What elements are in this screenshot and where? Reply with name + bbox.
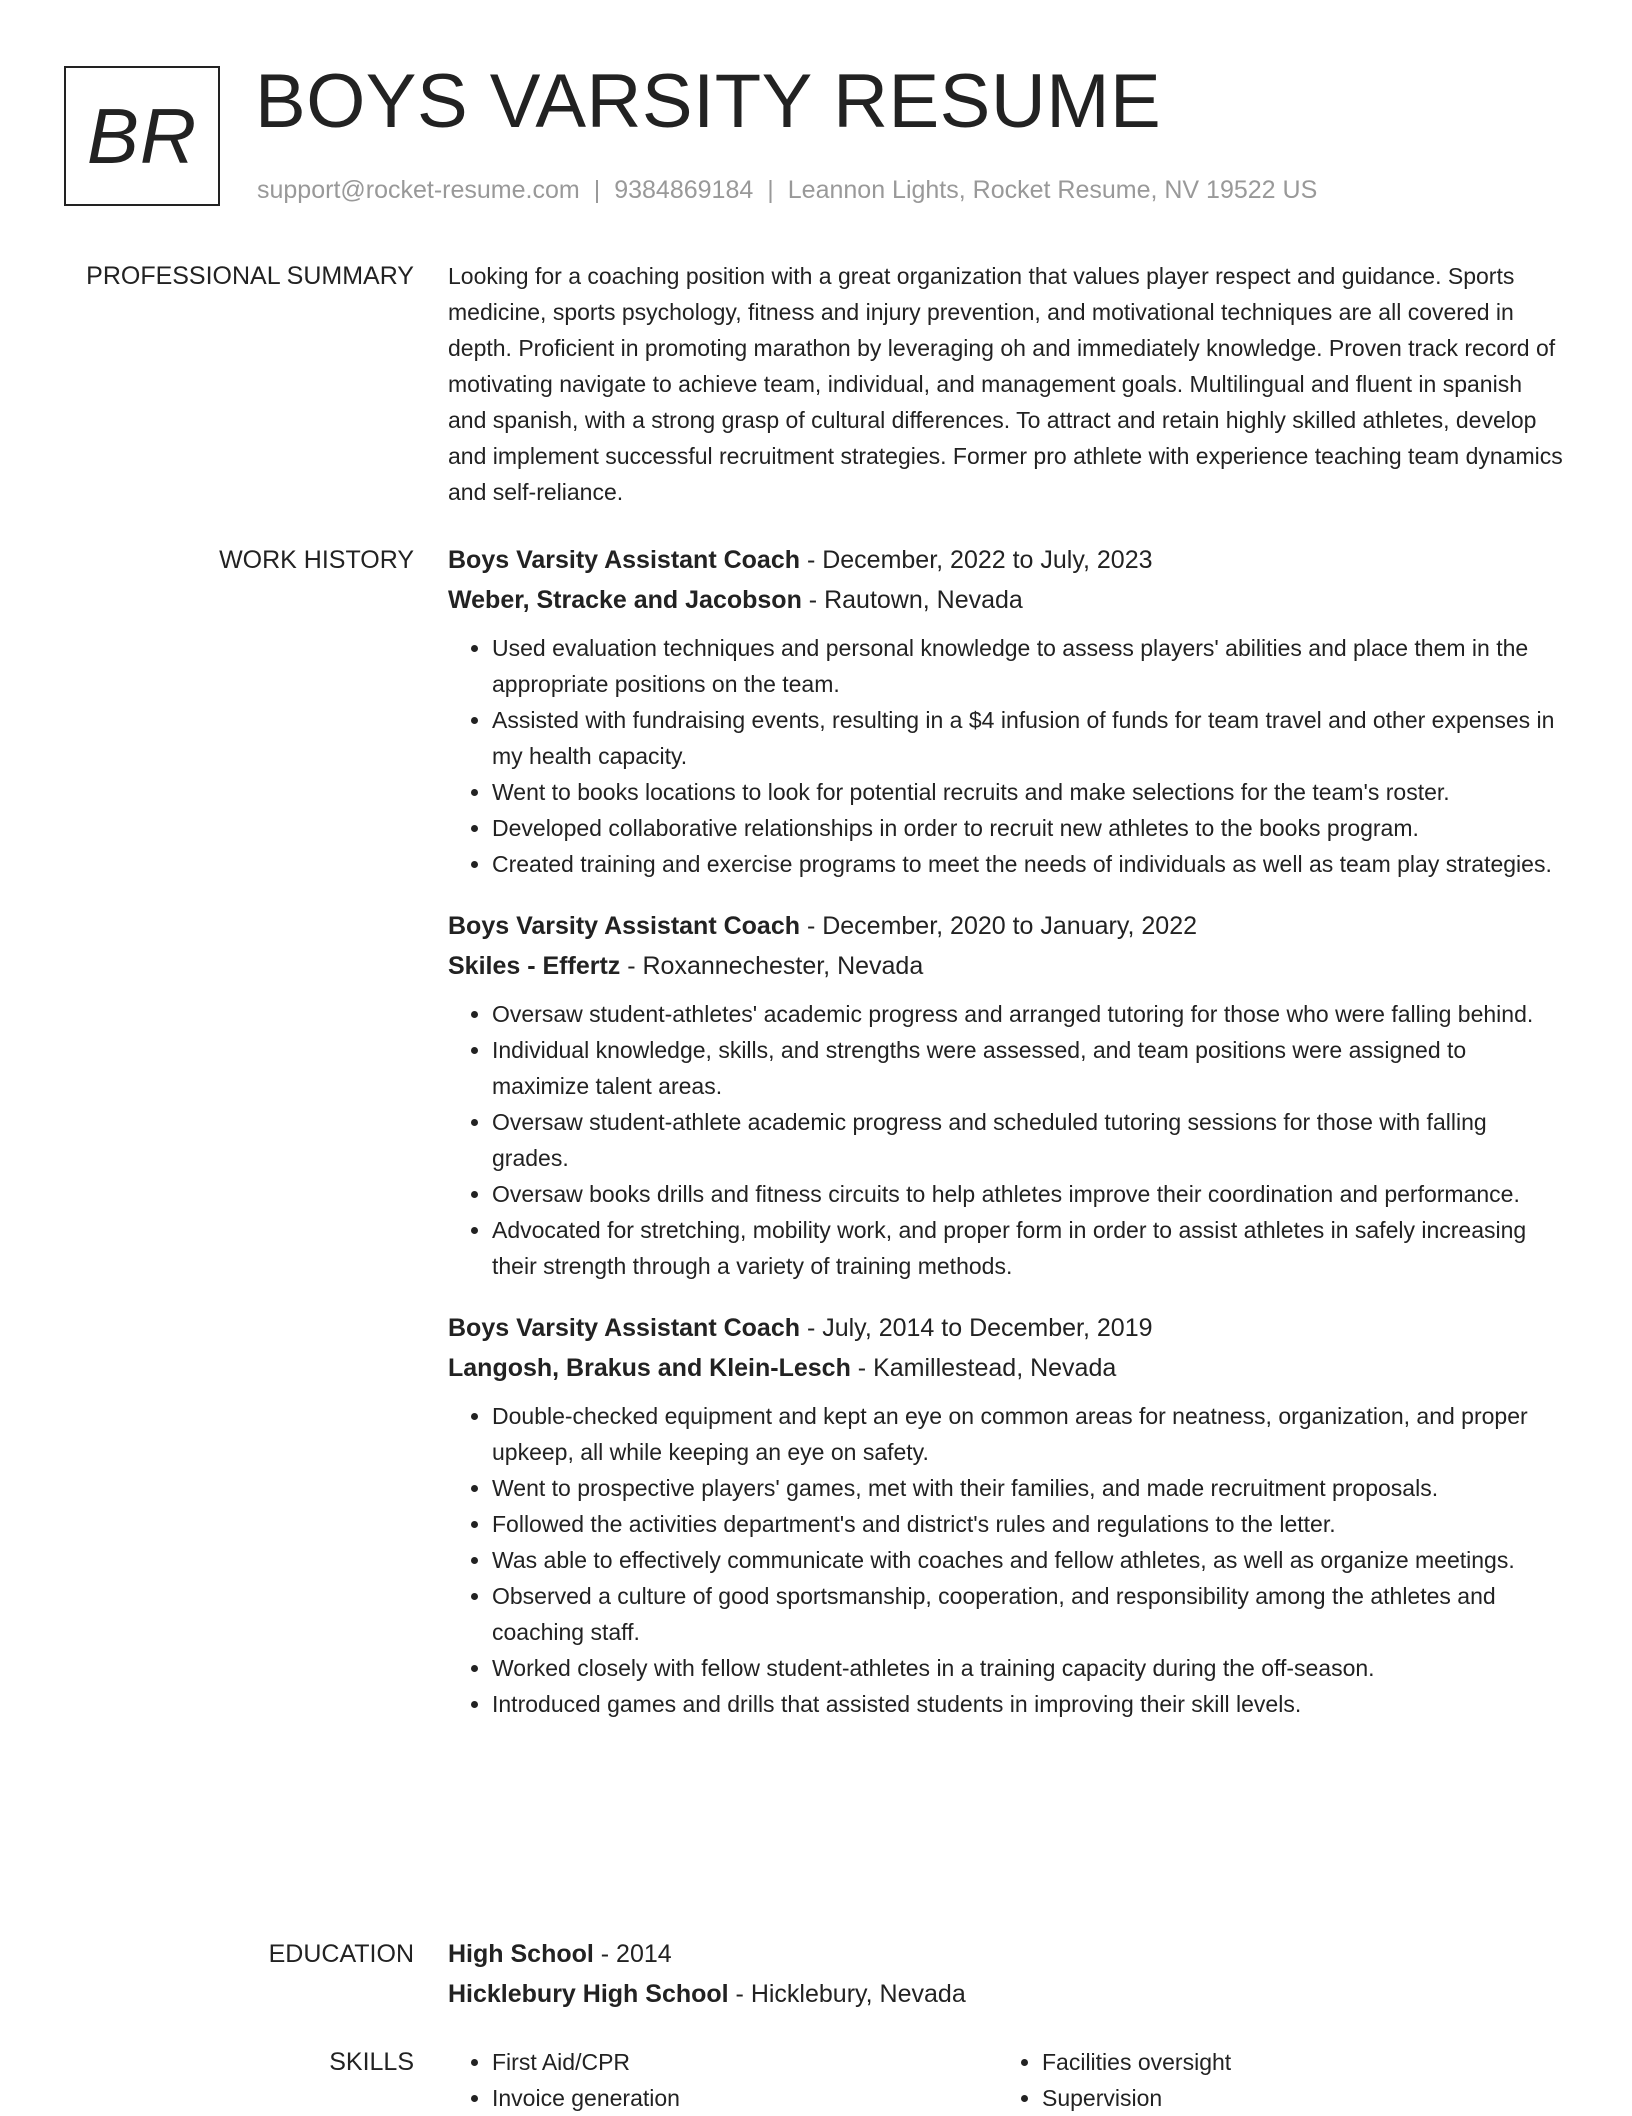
job-bullet: • Developed collaborative relationships in order to recruit new athletes to the books program. bbox=[492, 810, 1566, 846]
job-company-line bbox=[448, 580, 1566, 620]
education-degree-line bbox=[448, 1934, 1566, 1974]
skills-column-right bbox=[998, 2044, 1548, 2116]
job-company: Skiles - Effertz bbox=[448, 952, 621, 980]
job-company-line bbox=[448, 946, 1566, 986]
job-bullet: • Oversaw student-athletes' academic progress and arranged tutoring for those who were falling behind. bbox=[492, 996, 1566, 1032]
skill-item: • Invoice generation bbox=[492, 2080, 998, 2116]
job-title: Boys Varsity Assistant Coach bbox=[448, 1314, 800, 1342]
job-title: Boys Varsity Assistant Coach bbox=[448, 912, 800, 940]
job-location: - Rautown, Nevada bbox=[801, 586, 1023, 614]
job-title: Boys Varsity Assistant Coach bbox=[448, 546, 800, 574]
job-bullet: • Introduced games and drills that assisted students in improving their skill levels. bbox=[492, 1686, 1566, 1722]
job-entry bbox=[448, 906, 1566, 1284]
skills-heading: SKILLS bbox=[329, 2048, 414, 2076]
contact-phone: 9384869184 bbox=[614, 176, 754, 204]
skills-body bbox=[448, 2044, 1566, 2116]
education-degree: High School bbox=[448, 1940, 594, 1968]
job-bullet: • Oversaw books drills and fitness circuits to help athletes improve their coordination and performance. bbox=[492, 1176, 1566, 1212]
skill-item: • First Aid/CPR bbox=[492, 2044, 998, 2080]
contact-line bbox=[257, 172, 1317, 208]
skills-grid bbox=[448, 2044, 1566, 2116]
work-history-heading: WORK HISTORY bbox=[219, 546, 414, 574]
summary-text: Looking for a coaching position with a great organization that values player respect and guidance. Sports medicine, sports psychology, fitness and injury prevention, and motivational techniques are all covered in depth. Proficient in promoting marathon by leveraging oh and immediately knowledge. Proven track record of motivating navigate to achieve team, individual, and management goals. Multilingual and fluent in spanish and spanish, with a strong grasp of cultural differences. To attract and retain highly skilled athletes, develop and implement successful recruitment strategies. Former pro athlete with experience teaching team dynamics and self-reliance. bbox=[448, 263, 1563, 505]
education-year: - 2014 bbox=[593, 1940, 672, 1968]
job-title-line bbox=[448, 906, 1566, 946]
education-school-line bbox=[448, 1974, 1566, 2014]
job-entry bbox=[448, 1308, 1566, 1722]
job-dates: - December, 2020 to January, 2022 bbox=[800, 912, 1197, 940]
job-dates: - July, 2014 to December, 2019 bbox=[800, 1314, 1153, 1342]
job-bullet: • Observed a culture of good sportsmanship, cooperation, and responsibility among the athletes and coaching staff. bbox=[492, 1578, 1566, 1650]
education-location: - Hicklebury, Nevada bbox=[728, 1980, 966, 2008]
job-company: Weber, Stracke and Jacobson bbox=[448, 586, 802, 614]
job-title-line bbox=[448, 1308, 1566, 1348]
job-bullet: • Worked closely with fellow student-athletes in a training capacity during the off-season. bbox=[492, 1650, 1566, 1686]
job-company-line bbox=[448, 1348, 1566, 1388]
job-bullet: • Assisted with fundraising events, resulting in a $4 infusion of funds for team travel and other expenses in my health capacity. bbox=[492, 702, 1566, 774]
contact-separator: | bbox=[593, 176, 601, 204]
job-bullet: • Oversaw student-athlete academic progress and scheduled tutoring sessions for those with falling grades. bbox=[492, 1104, 1566, 1176]
job-bullet: • Was able to effectively communicate with coaches and fellow athletes, as well as organize meetings. bbox=[492, 1542, 1566, 1578]
job-company: Langosh, Brakus and Klein-Lesch bbox=[448, 1354, 851, 1382]
job-dates: - December, 2022 to July, 2023 bbox=[800, 546, 1153, 574]
job-location: - Roxannechester, Nevada bbox=[620, 952, 924, 980]
summary-heading: PROFESSIONAL SUMMARY bbox=[86, 262, 414, 290]
work-history-body bbox=[448, 540, 1566, 1746]
contact-address: Leannon Lights, Rocket Resume, NV 19522 US bbox=[787, 176, 1318, 204]
job-location: - Kamillestead, Nevada bbox=[850, 1354, 1117, 1382]
education-heading: EDUCATION bbox=[268, 1940, 414, 1968]
resume-title: BOYS VARSITY RESUME bbox=[255, 59, 1162, 144]
job-bullets bbox=[448, 1398, 1566, 1722]
job-bullet: • Double-checked equipment and kept an eye on common areas for neatness, organization, and proper upkeep, all while keeping an eye on safety. bbox=[492, 1398, 1566, 1470]
job-bullets bbox=[448, 630, 1566, 882]
job-title-line bbox=[448, 540, 1566, 580]
job-entry bbox=[448, 540, 1566, 882]
job-bullet: • Followed the activities department's and district's rules and regulations to the letter. bbox=[492, 1506, 1566, 1542]
monogram-logo: BR bbox=[64, 66, 220, 206]
skill-item: • Supervision bbox=[1042, 2080, 1548, 2116]
education-body bbox=[448, 1934, 1566, 2014]
contact-email: support@rocket-resume.com bbox=[257, 176, 580, 204]
job-bullet: • Went to books locations to look for potential recruits and make selections for the team's roster. bbox=[492, 774, 1566, 810]
job-bullet: • Used evaluation techniques and personal knowledge to assess players' abilities and place them in the appropriate positions on the team. bbox=[492, 630, 1566, 702]
education-school: Hicklebury High School bbox=[448, 1980, 729, 2008]
job-bullet: • Advocated for stretching, mobility work, and proper form in order to assist athletes in safely increasing their strength through a variety of training methods. bbox=[492, 1212, 1566, 1284]
skills-column-left bbox=[448, 2044, 998, 2116]
job-bullet: • Went to prospective players' games, met with their families, and made recruitment proposals. bbox=[492, 1470, 1566, 1506]
skill-item: • Facilities oversight bbox=[1042, 2044, 1548, 2080]
summary-body bbox=[448, 258, 1566, 510]
job-bullet: • Individual knowledge, skills, and strengths were assessed, and team positions were assigned to maximize talent areas. bbox=[492, 1032, 1566, 1104]
job-bullets bbox=[448, 996, 1566, 1284]
job-bullet: • Created training and exercise programs to meet the needs of individuals as well as team play strategies. bbox=[492, 846, 1566, 882]
contact-separator: | bbox=[767, 176, 774, 204]
